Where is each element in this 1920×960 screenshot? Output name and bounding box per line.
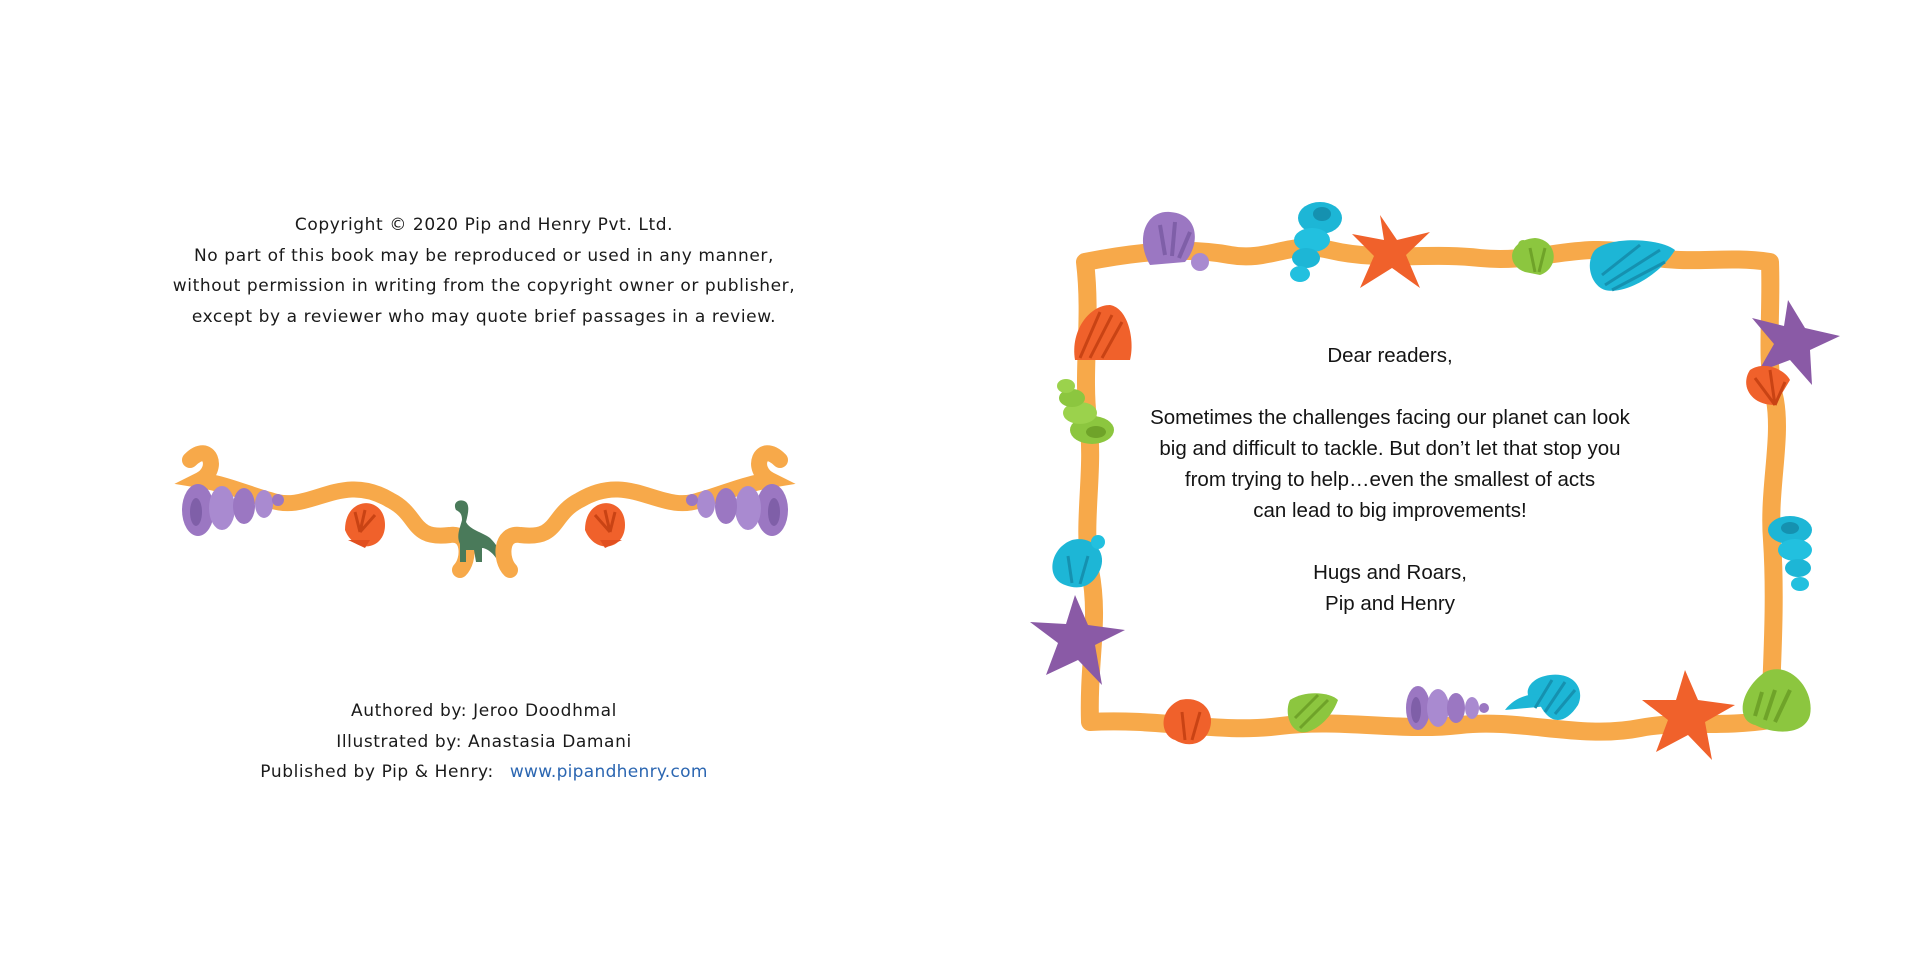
publisher-row [260, 757, 707, 788]
signoff: Hugs and Roars, [1313, 561, 1467, 584]
seashell-icon [1590, 240, 1675, 291]
seashell-icon [1143, 212, 1209, 271]
letter-line: big and difficult to tackle. But don’t let that stop you [1159, 437, 1621, 460]
credits [100, 696, 868, 788]
copyright-notice [100, 210, 868, 332]
illustrator-credit: Illustrated by: Anastasia Damani [336, 731, 632, 752]
letter-to-readers [1130, 340, 1650, 619]
copyright-line: Copyright © 2020 Pip and Henry Pvt. Ltd. [294, 215, 674, 235]
publisher-credit: Published by Pip & Henry: [260, 762, 494, 782]
seashell-icon [1512, 238, 1554, 275]
greeting: Dear readers, [1327, 344, 1453, 367]
letter-line: Sometimes the challenges facing our planet can look [1150, 406, 1630, 429]
copyright-line: No part of this book may be reproduced or used in any manner, [193, 245, 774, 266]
seashell-icon [1505, 675, 1580, 720]
right-page [960, 0, 1920, 960]
author-credit: Authored by: Jeroo Doodhmal [351, 701, 617, 721]
signature: Pip and Henry [1325, 592, 1455, 615]
ornamental-divider [170, 440, 800, 590]
website-link[interactable]: www.pipandhenry.com [509, 762, 708, 782]
letter-line: can lead to big improvements! [1253, 499, 1527, 522]
starfish-icon [1030, 595, 1125, 685]
shell-icon [345, 503, 385, 548]
letter-line: from trying to help…even the smallest of acts [1184, 468, 1596, 491]
copyright-line: without permission in writing from the copyright owner or publisher, [172, 276, 796, 296]
shell-icon [585, 503, 625, 548]
dinosaur-icon [455, 500, 502, 562]
copyright-line: except by a reviewer who may quote brief passages in a review. [191, 306, 777, 327]
seashell-icon [1164, 699, 1211, 744]
seashell-icon [1743, 669, 1811, 731]
